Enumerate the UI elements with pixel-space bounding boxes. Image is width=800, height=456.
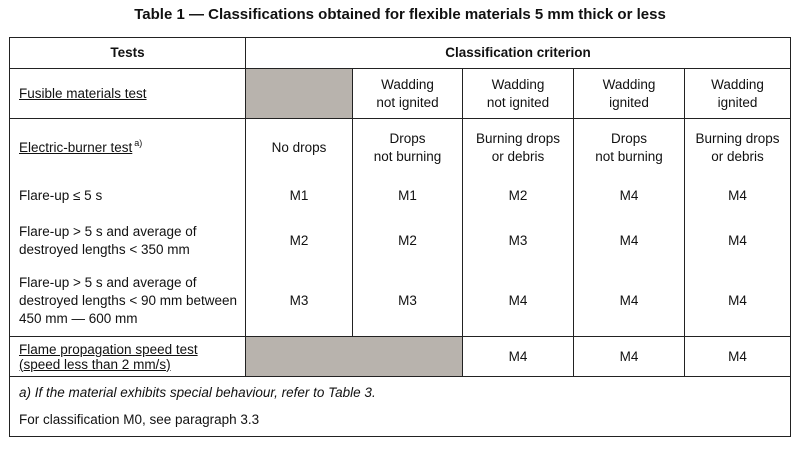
value-cell: M4 [685,215,791,267]
value-cell: M4 [463,267,574,337]
shaded-cell [246,337,463,377]
value-cell: M4 [574,267,685,337]
shaded-cell [246,69,353,119]
criterion-header: Classification criterion [246,38,791,69]
footnote-row [10,377,791,437]
value-cell: M4 [574,215,685,267]
burner-test-label: Electric-burner test $^{a)}$ [10,119,246,177]
burner-cell: Burning drops or debris [685,119,791,177]
value-cell: M4 [463,337,574,377]
table-title: Table 1 — Classifications obtained for flexible materials 5 mm thick or less [134,6,666,23]
flame-test-label: Flame propagation speed test (speed less than 2 mm/s) [10,337,246,377]
result-row-2 [10,215,791,267]
footnote-a: a) If the material exhibits special behaviour, refer to Table 3. [19,385,376,400]
value-cell: M2 [353,215,463,267]
value-cell: M3 [463,215,574,267]
value-cell: M1 [353,177,463,215]
fusible-row [10,69,791,119]
footnote-m0: For classification M0, see paragraph 3.3 [19,412,260,427]
burner-cell: Drops not burning [353,119,463,177]
value-cell: M1 [246,177,353,215]
value-cell: M4 [574,177,685,215]
row-label: Flare-up ≤ 5 s [10,177,246,215]
tests-header: Tests [10,38,246,69]
fusible-test-label: Fusible materials test [10,69,246,119]
value-cell: M4 [685,267,791,337]
footnote-ref: a) [134,138,143,149]
row-label: Flare-up > 5 s and average of destroyed lengths < 350 mm [10,215,246,267]
result-row-3 [10,267,791,337]
burner-cell: Drops not burning [574,119,685,177]
value-cell: M2 [463,177,574,215]
burner-cell: No drops [246,119,353,177]
fusible-cell: Wadding not ignited [463,69,574,119]
classification-table [9,37,791,437]
header-row [10,38,791,69]
fusible-cell: Wadding not ignited [353,69,463,119]
result-row-1 [10,177,791,215]
value-cell: M4 [574,337,685,377]
footnotes [10,377,791,437]
fusible-cell: Wadding ignited [685,69,791,119]
burner-cell: Burning drops or debris [463,119,574,177]
value-cell: M2 [246,215,353,267]
value-cell: M4 [685,177,791,215]
value-cell: M4 [685,337,791,377]
burner-row [10,119,791,177]
value-cell: M3 [246,267,353,337]
value-cell: M3 [353,267,463,337]
row-label: Flare-up > 5 s and average of destroyed lengths < 90 mm between 450 mm — 600 mm [10,267,246,337]
fusible-cell: Wadding ignited [574,69,685,119]
flame-row [10,337,791,377]
